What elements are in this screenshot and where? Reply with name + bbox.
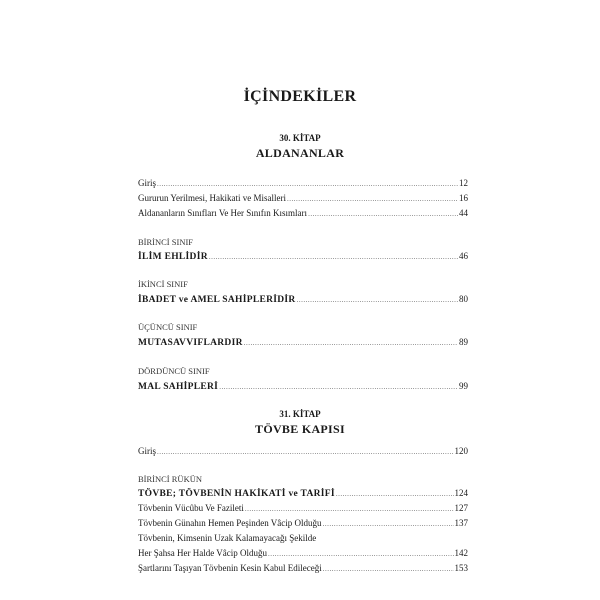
- leader-dots: [323, 520, 454, 528]
- toc-entry[interactable]: [138, 563, 468, 575]
- toc-section-entry[interactable]: [138, 294, 468, 306]
- leader-dots: [157, 448, 454, 456]
- toc-section-entry[interactable]: [138, 251, 468, 263]
- page-title: İÇİNDEKİLER: [243, 88, 357, 105]
- toc-entry[interactable]: [138, 193, 468, 205]
- entry-title: Giriş: [138, 178, 156, 188]
- toc-section-entry[interactable]: [138, 488, 468, 500]
- book-title: ALDANANLAR: [255, 146, 345, 160]
- leader-dots: [157, 180, 458, 188]
- leader-dots: [209, 253, 458, 261]
- entry-title-line1: Tövbenin, Kimsenin Uzak Kalamayacağı Şekilde: [138, 533, 317, 543]
- entry-title: MUTASAVVIFLARDIR: [138, 338, 243, 348]
- entry-title: MAL SAHİPLERİ: [138, 382, 219, 392]
- entry-page: 137: [454, 518, 468, 528]
- toc-entry[interactable]: [138, 518, 468, 530]
- leader-dots: [323, 565, 454, 573]
- toc-section-entry[interactable]: [138, 337, 468, 349]
- leader-dots: [219, 383, 458, 391]
- entry-page: 16: [459, 193, 468, 203]
- entry-title: Her Şahsa Her Halde Vâcip Olduğu: [138, 548, 268, 558]
- entry-title: Aldananların Sınıfları Ve Her Sınıfın Kısımları: [138, 208, 308, 218]
- leader-dots: [297, 296, 458, 304]
- entry-page: 153: [454, 563, 468, 573]
- entry-title: Tövbenin Vücûbu Ve Fazileti: [138, 503, 244, 513]
- entry-page: 80: [459, 294, 468, 304]
- toc-entry[interactable]: [138, 208, 468, 220]
- section-caption: BİRİNCİ RÜKÜN: [138, 474, 202, 484]
- section-caption: DÖRDÜNCÜ SINIF: [138, 366, 210, 376]
- book-number: 30. KİTAP: [279, 133, 321, 143]
- entry-title: Giriş: [138, 446, 156, 456]
- book-number: 31. KİTAP: [279, 409, 321, 419]
- entry-page: 120: [454, 446, 468, 456]
- leader-dots: [308, 210, 458, 218]
- entry-title: Tövbenin Günahın Hemen Peşinden Vâcip Olduğu: [138, 518, 322, 528]
- entry-title: Gururun Yerilmesi, Hakikati ve Misalleri: [138, 193, 286, 203]
- book-title: TÖVBE KAPISI: [255, 422, 345, 436]
- entry-page: 124: [454, 488, 468, 498]
- leader-dots: [245, 505, 454, 513]
- entry-page: 99: [459, 381, 468, 391]
- entry-page: 46: [459, 251, 468, 261]
- toc-section-entry[interactable]: [138, 381, 468, 393]
- leader-dots: [287, 195, 458, 203]
- toc-entry[interactable]: [138, 548, 468, 560]
- entry-title: TÖVBE; TÖVBENİN HAKİKATİ ve TARİFİ: [138, 489, 335, 499]
- entry-page: 12: [459, 178, 468, 188]
- entry-page: 127: [454, 503, 468, 513]
- toc-entry[interactable]: [138, 446, 468, 458]
- leader-dots: [244, 339, 458, 347]
- entry-page: 44: [459, 208, 468, 218]
- entry-title: Şartlarını Taşıyan Tövbenin Kesin Kabul Edileceği: [138, 563, 322, 573]
- section-caption: İKİNCİ SINIF: [138, 279, 188, 289]
- entry-page: 89: [459, 337, 468, 347]
- leader-dots: [268, 550, 453, 558]
- section-caption: ÜÇÜNCÜ SINIF: [138, 322, 198, 332]
- toc-entry[interactable]: [138, 178, 468, 190]
- entry-title: İBADET ve AMEL SAHİPLERİDİR: [138, 295, 296, 305]
- section-caption: BİRİNCİ SINIF: [138, 237, 194, 247]
- entry-page: 142: [454, 548, 468, 558]
- entry-title: İLİM EHLİDİR: [138, 252, 208, 262]
- toc-entry[interactable]: [138, 503, 468, 515]
- leader-dots: [336, 490, 454, 498]
